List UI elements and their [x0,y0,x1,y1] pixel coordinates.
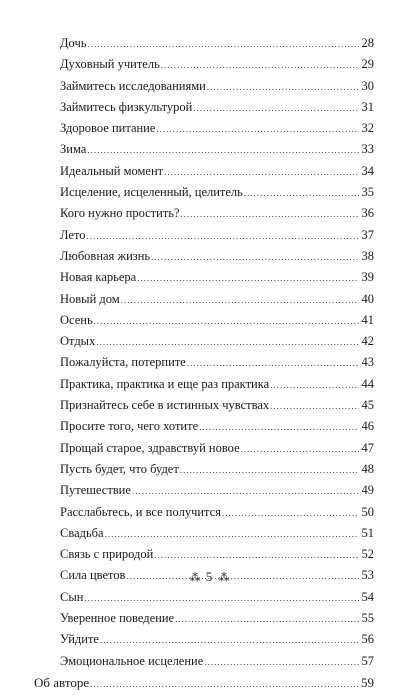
dot-leader [207,77,359,98]
toc-entry [60,438,374,459]
toc-entry-title: Зима [60,142,87,157]
dot-leader [94,311,359,332]
toc-entry-title: Займитесь физкультурой [60,99,193,114]
dot-leader [90,674,359,695]
toc-entry-title: Лето [60,227,86,242]
toc-entry [60,54,374,75]
dot-leader [187,353,359,374]
dot-leader [175,609,359,630]
toc-entry [60,374,374,395]
toc-entry [60,139,374,160]
toc-entry [60,480,374,501]
toc-entry-title: Кого нужно простить? [60,206,180,221]
toc-entry-page: 33 [361,142,374,157]
toc-entry-page: 45 [361,398,374,413]
dot-leader [84,588,359,609]
dot-leader [244,183,359,204]
toc-entry-title: Расслабьтесь, и все получится [60,504,221,519]
toc-entry [60,331,374,352]
toc-entry-title: Путешествие [60,483,131,498]
dot-leader [87,226,360,247]
toc-entry-page: 53 [361,568,374,583]
toc-entry-title: Духовный учитель [60,57,160,72]
toc-entry-title: Свадьба [60,525,104,540]
dot-leader [96,332,359,353]
dot-leader [270,396,359,417]
toc-entry [60,289,374,310]
dot-leader [181,204,359,225]
toc-entry [60,502,374,523]
toc-entry-page: 28 [361,36,374,50]
dot-leader [87,140,359,161]
toc-entry-page: 38 [361,248,374,263]
dot-leader [180,460,359,481]
toc-entry-page: 56 [361,632,374,647]
dot-leader [87,34,359,55]
toc-entry-page: 43 [361,355,374,370]
toc-entry-title: Отдых [60,334,96,349]
toc-entry-page: 29 [361,57,374,72]
toc-entry-title: Связь с природой [60,547,154,562]
toc-entry-page: 57 [361,653,374,668]
toc-entry-title: Пусть будет, что будет [60,461,179,476]
dot-leader [137,268,359,289]
toc-entry-page: 34 [361,163,374,178]
dot-leader [164,162,359,183]
toc-entry [60,523,374,544]
dot-leader [193,98,359,119]
toc-entry-page: 32 [361,121,374,136]
toc-entry-title: Сын [60,589,84,604]
toc-entry [60,267,374,288]
toc-entry-title: Новая карьера [60,270,137,285]
toc-entry-page: 51 [361,525,374,540]
toc-entry-title: Признайтесь себе в истинных чувствах [60,398,270,413]
dot-leader [222,503,359,524]
toc-entry [60,352,374,373]
toc-entry [60,416,374,437]
toc-entry [60,97,374,118]
toc-entry [60,246,374,267]
dot-leader [161,55,359,76]
dot-leader [100,630,359,651]
toc-entry [60,651,374,672]
toc-entry [60,544,374,565]
dot-leader [132,481,359,502]
toc-entry [60,182,374,203]
toc-entry [60,459,374,480]
toc-entry-page: 37 [361,227,374,242]
toc-entry-page: 36 [361,206,374,221]
toc-entry-page: 50 [361,504,374,519]
toc-entry-title: Уверенное поведение [60,611,175,626]
toc-entry-title: Прощай старое, здравствуй новое [60,440,240,455]
toc-entry-title: Исцеление, исцеленный, целитель [60,185,243,200]
toc-entry [60,395,374,416]
dot-leader [204,652,359,673]
toc-entry-title: Уйдите [60,632,99,647]
toc-entry-page: 47 [361,440,374,455]
toc-entry-page: 59 [361,674,374,690]
toc-entry-title: Пожалуйста, потерпите [60,355,186,370]
table-of-contents [34,33,374,693]
toc-entry-title: Любовная жизнь [60,248,151,263]
ornament-left-icon: ⁂ [189,571,200,584]
toc-entry-title: Дочь [60,36,87,50]
toc-entry-title: Об авторе [34,674,90,690]
toc-entry-page: 46 [361,419,374,434]
toc-entry [60,76,374,97]
toc-entry-page: 40 [361,291,374,306]
toc-entry-page: 31 [361,99,374,114]
toc-entry [60,33,374,54]
toc-entry-about [34,672,374,693]
toc-entry-page: 49 [361,483,374,498]
toc-entry-title: Займитесь исследованиями [60,78,206,93]
toc-entry-title: Новый дом [60,291,120,306]
dot-leader [241,439,359,460]
toc-entry-page: 30 [361,78,374,93]
toc-entry-title: Осень [60,312,93,327]
dot-leader [156,119,359,140]
toc-entry-title: Сила цветов [60,568,126,583]
toc-entry-page: 41 [361,312,374,327]
toc-entry [60,587,374,608]
toc-entry-title: Просите того, чего хотите [60,419,199,434]
toc-entry [60,225,374,246]
toc-entry [60,118,374,139]
toc-entry-title: Эмоциональное исцеление [60,653,204,668]
toc-entry-page: 55 [361,611,374,626]
toc-entry-page: 52 [361,547,374,562]
dot-leader [154,545,359,566]
page-footer [0,568,418,585]
dot-leader [121,290,359,311]
dot-leader [199,417,359,438]
toc-entry-page: 54 [361,589,374,604]
toc-entry-page: 44 [361,376,374,391]
toc-entry [60,203,374,224]
toc-entry-page: 35 [361,185,374,200]
dot-leader [105,524,359,545]
toc-entry-page: 48 [361,461,374,476]
dot-leader [270,375,359,396]
toc-entry-page: 39 [361,270,374,285]
page-number: 5 [205,569,213,585]
ornament-right-icon: ⁂ [218,571,229,584]
toc-entry [60,608,374,629]
toc-entry-title: Идеальный момент [60,163,164,178]
toc-entry-title: Здоровое питание [60,121,156,136]
toc-entry [60,629,374,650]
toc-entry-page: 42 [361,334,374,349]
toc-entry [60,161,374,182]
toc-entry [60,310,374,331]
toc-entry-title: Практика, практика и еще раз практика [60,376,270,391]
dot-leader [151,247,359,268]
